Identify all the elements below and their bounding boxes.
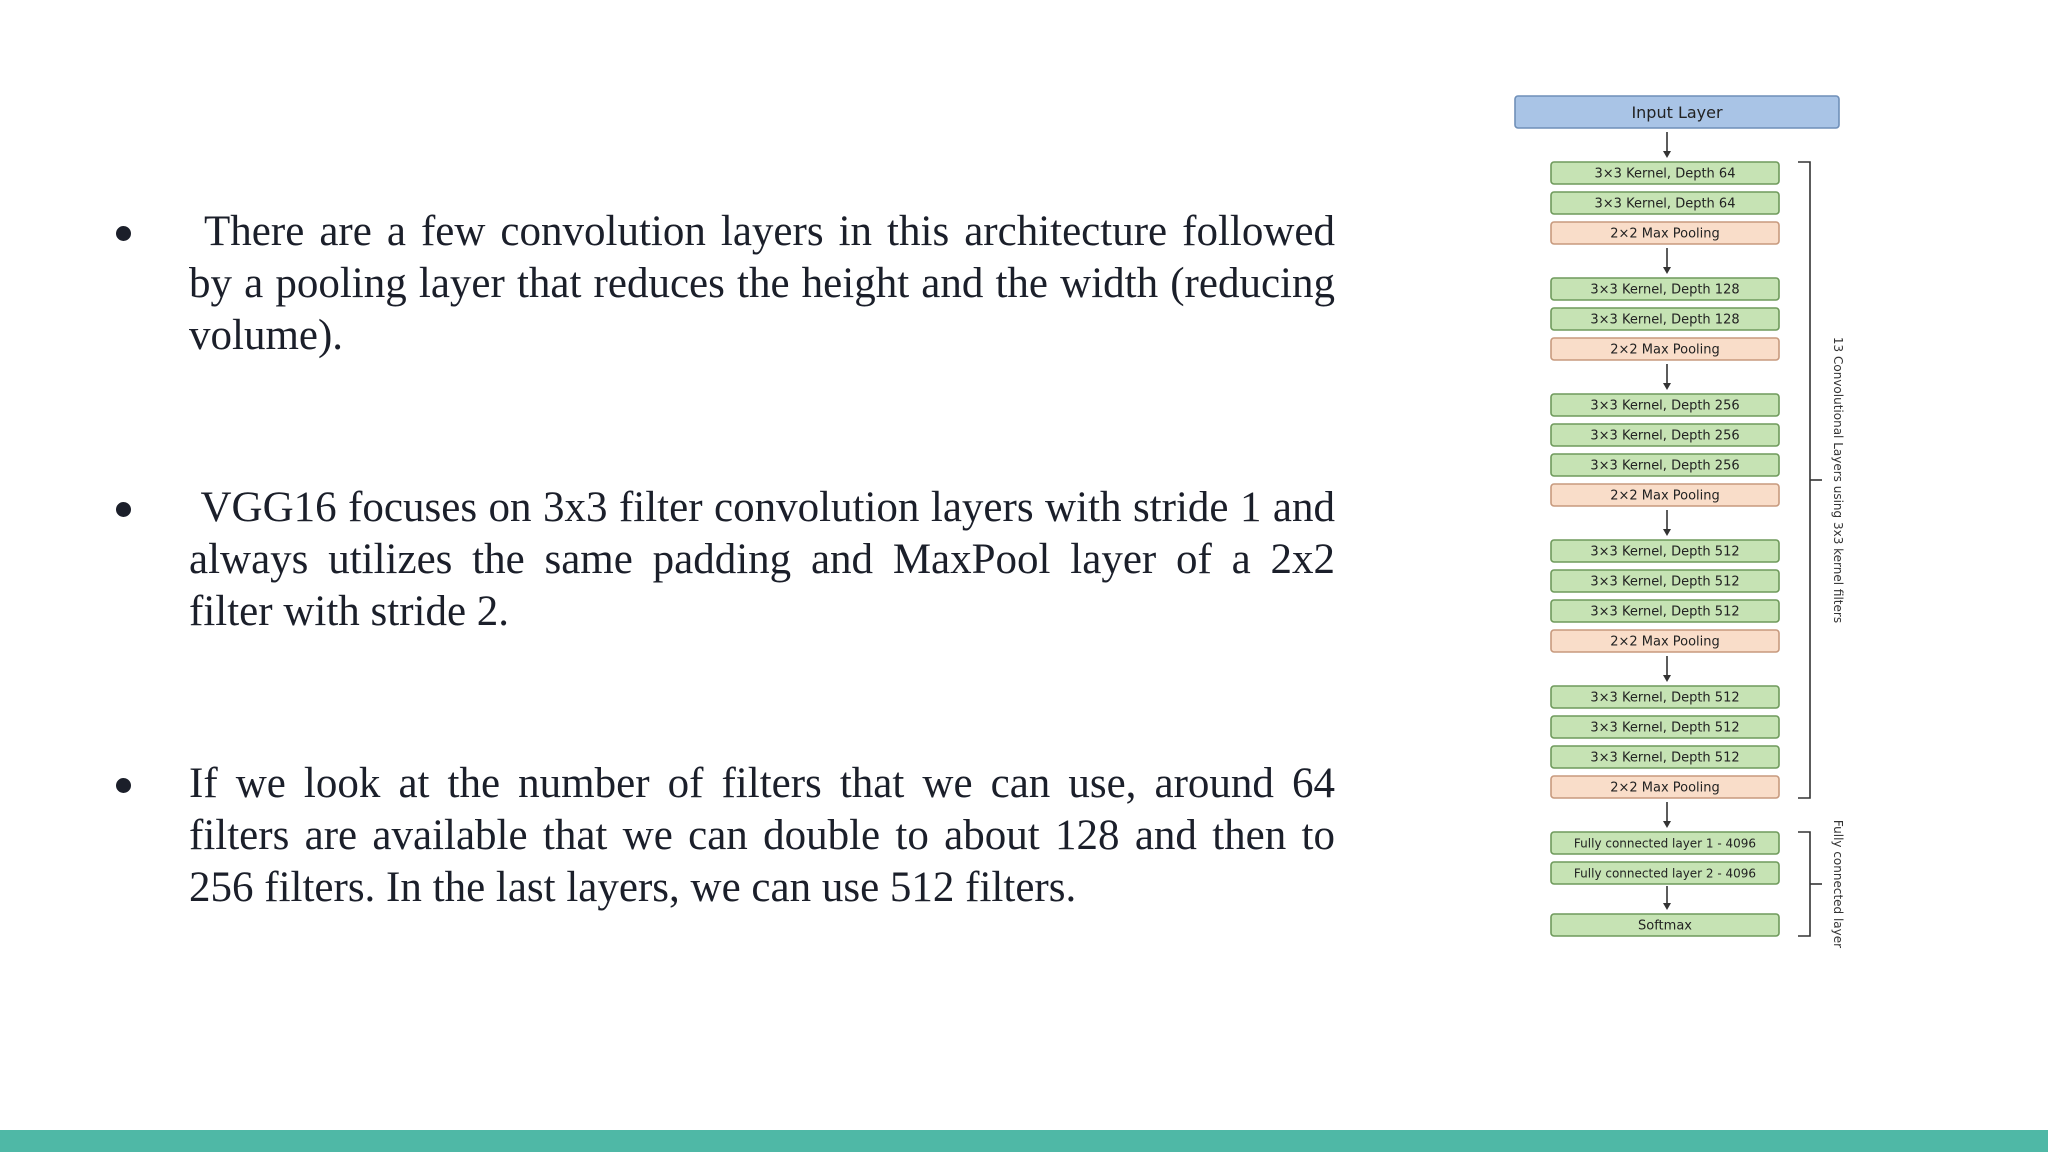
block-5-layer-3-label: 3×3 Kernel, Depth 512 <box>1590 750 1740 766</box>
fc-bracket <box>1798 832 1810 936</box>
block-3-layer-1-label: 3×3 Kernel, Depth 256 <box>1590 398 1740 414</box>
block-3-layer-3-label: 3×3 Kernel, Depth 256 <box>1590 458 1740 474</box>
block-2-layer-2-label: 3×3 Kernel, Depth 128 <box>1590 312 1740 328</box>
bullet-text-3: If we look at the number of filters that we can use, around 64 filters are available that we can double to about 128 and then to 256 filters. In the last layers, we can use 512 filters. <box>189 760 1335 911</box>
block-1-layer-2-label: 3×3 Kernel, Depth 64 <box>1594 196 1736 212</box>
block-5-layer-1-label: 3×3 Kernel, Depth 512 <box>1590 690 1740 706</box>
bullet-dot-icon <box>116 778 131 793</box>
softmax-layer-label: Softmax <box>1638 918 1692 934</box>
conv-bracket-label: 13 Convolutional Layers using 3x3 kernel filters <box>1831 336 1845 624</box>
arrow-3-head <box>1663 383 1671 390</box>
arrow-4-head <box>1663 529 1671 536</box>
block-4-layer-4-label: 2×2 Max Pooling <box>1610 634 1720 650</box>
arrow-1-head <box>1663 151 1671 158</box>
bullet-list <box>110 206 1335 914</box>
vgg16-architecture-diagram <box>1505 88 1885 1038</box>
block-3-layer-2-label: 3×3 Kernel, Depth 256 <box>1590 428 1740 444</box>
arrow-2-head <box>1663 267 1671 274</box>
bullet-dot-icon <box>116 226 131 241</box>
arrow-fc-head <box>1663 821 1671 828</box>
footer-accent-bar <box>0 1130 2048 1152</box>
arrow-softmax-head <box>1663 903 1671 910</box>
fc-bracket-label: Fully connected layer <box>1831 819 1845 949</box>
block-3-layer-4-label: 2×2 Max Pooling <box>1610 488 1720 504</box>
input-layer-label: Input Layer <box>1631 102 1723 122</box>
block-1-layer-3-label: 2×2 Max Pooling <box>1610 226 1720 242</box>
block-4-layer-3-label: 3×3 Kernel, Depth 512 <box>1590 604 1740 620</box>
bullet-text-1: There are a few convolution layers in this architecture followed by a pooling layer that reduces the height and the width (reducing volume). <box>189 208 1335 359</box>
bullet-item-3 <box>110 758 1335 914</box>
block-5-layer-2-label: 3×3 Kernel, Depth 512 <box>1590 720 1740 736</box>
block-4-layer-1-label: 3×3 Kernel, Depth 512 <box>1590 544 1740 560</box>
bullet-item-1 <box>110 206 1335 362</box>
block-2-layer-3-label: 2×2 Max Pooling <box>1610 342 1720 358</box>
arrow-5-head <box>1663 675 1671 682</box>
block-1-layer-1-label: 3×3 Kernel, Depth 64 <box>1594 166 1736 182</box>
bullet-text-2: VGG16 focuses on 3x3 filter convolution layers with stride 1 and always utilizes the same padding and MaxPool layer of a 2x2 filter with stride 2. <box>189 484 1335 635</box>
block-4-layer-2-label: 3×3 Kernel, Depth 512 <box>1590 574 1740 590</box>
conv-bracket <box>1798 162 1810 798</box>
block-2-layer-1-label: 3×3 Kernel, Depth 128 <box>1590 282 1740 298</box>
bullet-dot-icon <box>116 502 131 517</box>
fc-layer-1-label: Fully connected layer 1 - 4096 <box>1573 836 1757 851</box>
bullet-item-2 <box>110 482 1335 638</box>
fc-layer-2-label: Fully connected layer 2 - 4096 <box>1573 866 1757 881</box>
block-5-layer-4-label: 2×2 Max Pooling <box>1610 780 1720 796</box>
